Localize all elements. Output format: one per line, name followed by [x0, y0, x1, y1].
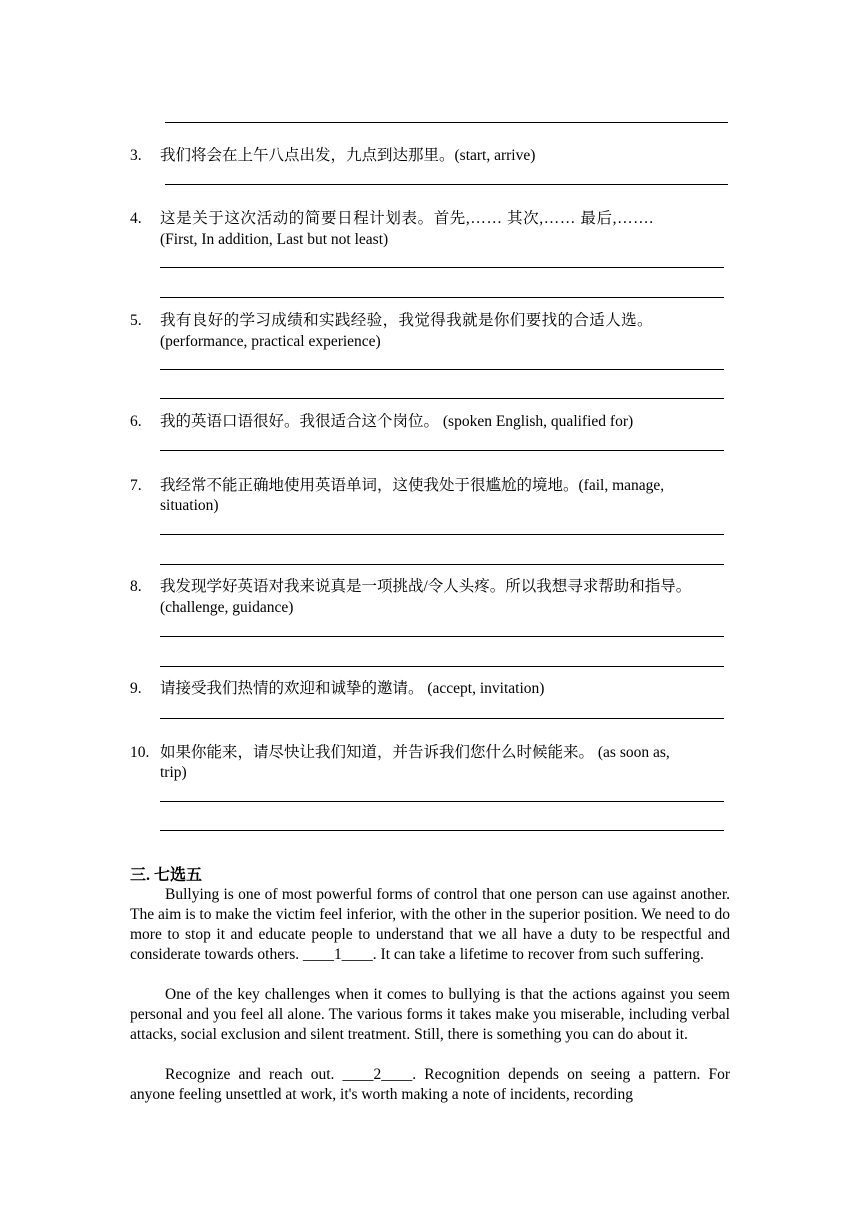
answer-line[interactable]: [160, 369, 724, 370]
question-number: 3.: [130, 147, 142, 164]
answer-line[interactable]: [165, 184, 728, 185]
passage-paragraph: Recognize and reach out. ____2____. Recognition depends on seeing a pattern. For anyone feeling unsettled at work, it's worth making a note of incidents, recording: [130, 1066, 730, 1103]
question-text: 我经常不能正确地使用英语单词，这使我处于很尴尬的境地。(fail, manage,: [160, 477, 665, 494]
answer-line[interactable]: [160, 267, 724, 268]
question-text: 我的英语口语很好。我很适合这个岗位。 (spoken English, qualified for): [160, 413, 634, 430]
question-keywords: (challenge, guidance): [160, 599, 294, 616]
question-text: 我们将会在上午八点出发，九点到达那里。(start, arrive): [160, 147, 536, 164]
question-text: 请接受我们热情的欢迎和诚挚的邀请。 (accept, invitation): [160, 680, 545, 697]
question-number: 4.: [130, 210, 142, 227]
question-number: 5.: [130, 312, 142, 329]
question-text: 这是关于这次活动的简要日程计划表。首先,…… 其次,…… 最后,…….: [160, 210, 654, 227]
answer-line[interactable]: [160, 636, 724, 637]
question-keywords: trip): [160, 764, 187, 781]
question-text: 我有良好的学习成绩和实践经验，我觉得我就是你们要找的合适人选。: [160, 312, 653, 329]
answer-line[interactable]: [160, 564, 724, 565]
answer-line[interactable]: [160, 830, 724, 831]
answer-line[interactable]: [160, 297, 724, 298]
passage-paragraph: One of the key challenges when it comes to bullying is that the actions against you seem personal and you feel all alone. The various forms it takes make you miserable, including verbal attacks, social exclusion and silent treatment. Still, there is something you can do about it.: [130, 986, 730, 1043]
answer-line[interactable]: [165, 122, 728, 123]
question-text: 我发现学好英语对我来说真是一项挑战/令人头疼。所以我想寻求帮助和指导。: [160, 578, 692, 595]
answer-line[interactable]: [160, 801, 724, 802]
question-keywords: situation): [160, 497, 219, 514]
question-keywords: (performance, practical experience): [160, 333, 381, 350]
question-text: 如果你能来，请尽快让我们知道，并告诉我们您什么时候能来。 (as soon as,: [160, 744, 670, 761]
answer-line[interactable]: [160, 718, 724, 719]
question-number: 7.: [130, 477, 142, 494]
question-number: 6.: [130, 413, 142, 430]
passage-paragraph: Bullying is one of most powerful forms of control that one person can use against another. The aim is to make the victim feel inferior, with the other in the superior position. We need to do more to stop it and educate people to understand that we all have a duty to be respectful and considerate towards others. ____1____. It can take a lifetime to recover from such suffering.: [130, 886, 730, 963]
answer-line[interactable]: [160, 450, 724, 451]
answer-line[interactable]: [160, 666, 724, 667]
answer-line[interactable]: [160, 398, 724, 399]
question-keywords: (First, In addition, Last but not least): [160, 231, 389, 248]
section-title: 三. 七选五: [130, 867, 203, 884]
answer-line[interactable]: [160, 534, 724, 535]
question-number: 9.: [130, 680, 142, 697]
question-number: 10.: [130, 744, 150, 761]
question-number: 8.: [130, 578, 142, 595]
